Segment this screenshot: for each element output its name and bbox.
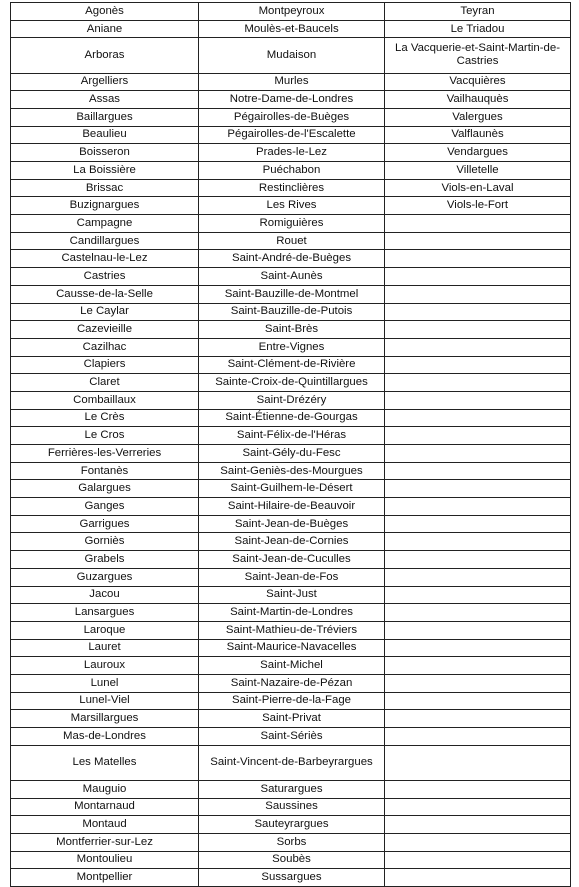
table-cell: Boisseron (11, 144, 199, 162)
table-cell: Saussines (199, 798, 385, 816)
table-cell: Saint-Michel (199, 657, 385, 675)
table-cell (385, 498, 571, 516)
table-row (11, 674, 571, 692)
table-cell (385, 551, 571, 569)
table-cell: Le Caylar (11, 303, 199, 321)
table-cell: Restinclières (199, 179, 385, 197)
table-cell (385, 321, 571, 339)
table-row (11, 356, 571, 374)
table-cell: Murles (199, 73, 385, 91)
table-row (11, 144, 571, 162)
table-row (11, 215, 571, 233)
table-cell: Saint-Brès (199, 321, 385, 339)
table-cell: Lansargues (11, 604, 199, 622)
table-cell: Valergues (385, 108, 571, 126)
table-cell: Saint-Maurice-Navacelles (199, 639, 385, 657)
table-cell (385, 657, 571, 675)
table-cell: Assas (11, 91, 199, 109)
table-cell: Montpeyroux (199, 3, 385, 21)
table-cell (385, 462, 571, 480)
table-cell: Pégairolles-de-l'Escalette (199, 126, 385, 144)
table-cell: Lunel-Viel (11, 692, 199, 710)
communes-table-body (11, 3, 571, 887)
table-row (11, 692, 571, 710)
table-cell: Saint-Mathieu-de-Tréviers (199, 621, 385, 639)
table-cell: Vailhauquès (385, 91, 571, 109)
table-cell: Sauteyrargues (199, 816, 385, 834)
table-cell: Saint-Geniès-des-Mourgues (199, 462, 385, 480)
table-cell (385, 374, 571, 392)
table-cell: Saint-Étienne-de-Gourgas (199, 409, 385, 427)
table-row (11, 869, 571, 887)
table-cell: Sorbs (199, 833, 385, 851)
table-cell (385, 833, 571, 851)
table-cell (385, 869, 571, 887)
table-cell: La Vacquerie-et-Saint-Martin-de-Castries (385, 38, 571, 73)
table-row (11, 409, 571, 427)
table-cell: Montoulieu (11, 851, 199, 869)
table-cell: Soubès (199, 851, 385, 869)
table-cell: Buzignargues (11, 197, 199, 215)
table-row (11, 321, 571, 339)
table-cell: Arboras (11, 38, 199, 73)
table-cell: Clapiers (11, 356, 199, 374)
table-cell: Guzargues (11, 568, 199, 586)
table-row (11, 604, 571, 622)
table-cell: Fontanès (11, 462, 199, 480)
table-cell (385, 586, 571, 604)
table-cell: Mas-de-Londres (11, 728, 199, 746)
table-cell: Notre-Dame-de-Londres (199, 91, 385, 109)
table-cell: Saint-Drézéry (199, 391, 385, 409)
table-row (11, 816, 571, 834)
table-cell: Le Triadou (385, 20, 571, 38)
table-row (11, 179, 571, 197)
table-cell: Pégairolles-de-Buèges (199, 108, 385, 126)
table-cell: Lunel (11, 674, 199, 692)
table-cell: Lauroux (11, 657, 199, 675)
table-cell (385, 285, 571, 303)
table-cell: Ganges (11, 498, 199, 516)
table-row (11, 710, 571, 728)
table-cell (385, 621, 571, 639)
table-cell (385, 356, 571, 374)
table-row (11, 498, 571, 516)
table-cell (385, 745, 571, 780)
table-row (11, 303, 571, 321)
table-cell: Grabels (11, 551, 199, 569)
table-row (11, 639, 571, 657)
table-cell: Cazilhac (11, 338, 199, 356)
table-cell (385, 480, 571, 498)
table-cell: Saint-Bauzille-de-Putois (199, 303, 385, 321)
table-row (11, 268, 571, 286)
table-row (11, 250, 571, 268)
table-cell: Viols-en-Laval (385, 179, 571, 197)
table-row (11, 445, 571, 463)
table-cell (385, 674, 571, 692)
table-cell: Lauret (11, 639, 199, 657)
table-cell: La Boissière (11, 162, 199, 180)
table-row (11, 374, 571, 392)
table-cell: Saint-Guilhem-le-Désert (199, 480, 385, 498)
table-cell (385, 409, 571, 427)
table-row (11, 197, 571, 215)
table-cell: Jacou (11, 586, 199, 604)
table-cell: Rouet (199, 232, 385, 250)
table-row (11, 798, 571, 816)
table-cell: Causse-de-la-Selle (11, 285, 199, 303)
table-cell: Mauguio (11, 780, 199, 798)
table-row (11, 126, 571, 144)
table-cell: Sainte-Croix-de-Quintillargues (199, 374, 385, 392)
table-cell: Montpellier (11, 869, 199, 887)
table-cell: Saint-Bauzille-de-Montmel (199, 285, 385, 303)
table-cell (385, 427, 571, 445)
table-cell: Saint-Jean-de-Cuculles (199, 551, 385, 569)
table-cell: Candillargues (11, 232, 199, 250)
table-cell: Puéchabon (199, 162, 385, 180)
table-cell: Baillargues (11, 108, 199, 126)
table-cell: Castries (11, 268, 199, 286)
table-cell (385, 851, 571, 869)
table-cell (385, 568, 571, 586)
table-cell (385, 728, 571, 746)
table-row (11, 480, 571, 498)
table-cell (385, 391, 571, 409)
table-cell (385, 303, 571, 321)
table-cell: Prades-le-Lez (199, 144, 385, 162)
table-cell: Saint-Pierre-de-la-Fage (199, 692, 385, 710)
table-cell: Beaulieu (11, 126, 199, 144)
table-row (11, 20, 571, 38)
communes-table (10, 2, 571, 887)
table-cell: Galargues (11, 480, 199, 498)
table-cell: Claret (11, 374, 199, 392)
table-cell: Agonès (11, 3, 199, 21)
table-row (11, 232, 571, 250)
table-cell: Saint-Vincent-de-Barbeyrargues (199, 745, 385, 780)
table-cell: Le Crès (11, 409, 199, 427)
table-row (11, 108, 571, 126)
table-cell: Teyran (385, 3, 571, 21)
table-cell (385, 215, 571, 233)
table-cell (385, 515, 571, 533)
table-cell: Les Matelles (11, 745, 199, 780)
table-cell (385, 604, 571, 622)
table-row (11, 551, 571, 569)
table-cell (385, 780, 571, 798)
table-cell: Viols-le-Fort (385, 197, 571, 215)
table-cell (385, 445, 571, 463)
table-cell (385, 232, 571, 250)
table-cell: Romiguières (199, 215, 385, 233)
table-cell: Montaud (11, 816, 199, 834)
table-row (11, 621, 571, 639)
table-row (11, 162, 571, 180)
table-cell: Entre-Vignes (199, 338, 385, 356)
table-cell: Combaillaux (11, 391, 199, 409)
table-cell (385, 692, 571, 710)
table-cell: Campagne (11, 215, 199, 233)
table-row (11, 728, 571, 746)
table-cell: Vendargues (385, 144, 571, 162)
table-cell: Saint-Jean-de-Cornies (199, 533, 385, 551)
table-cell (385, 268, 571, 286)
table-cell (385, 798, 571, 816)
table-cell: Montferrier-sur-Lez (11, 833, 199, 851)
table-row (11, 833, 571, 851)
table-cell: Laroque (11, 621, 199, 639)
table-row (11, 73, 571, 91)
table-row (11, 745, 571, 780)
table-cell: Valflaunès (385, 126, 571, 144)
table-cell: Saturargues (199, 780, 385, 798)
table-cell: Castelnau-le-Lez (11, 250, 199, 268)
table-cell: Brissac (11, 179, 199, 197)
table-cell: Sussargues (199, 869, 385, 887)
table-row (11, 3, 571, 21)
table-cell: Mudaison (199, 38, 385, 73)
table-row (11, 38, 571, 73)
table-cell (385, 250, 571, 268)
table-row (11, 515, 571, 533)
communes-document (10, 2, 570, 887)
table-cell: Saint-Jean-de-Fos (199, 568, 385, 586)
table-row (11, 568, 571, 586)
table-cell (385, 710, 571, 728)
table-cell: Argelliers (11, 73, 199, 91)
table-cell: Saint-Aunès (199, 268, 385, 286)
table-cell: Saint-Just (199, 586, 385, 604)
table-cell: Saint-Hilaire-de-Beauvoir (199, 498, 385, 516)
table-cell: Vacquières (385, 73, 571, 91)
table-cell (385, 816, 571, 834)
table-cell (385, 338, 571, 356)
table-cell: Moulès-et-Baucels (199, 20, 385, 38)
table-cell: Aniane (11, 20, 199, 38)
table-cell (385, 533, 571, 551)
table-cell: Saint-Félix-de-l'Héras (199, 427, 385, 445)
table-row (11, 462, 571, 480)
table-row (11, 391, 571, 409)
table-cell: Saint-Martin-de-Londres (199, 604, 385, 622)
table-row (11, 533, 571, 551)
table-cell: Saint-Sériès (199, 728, 385, 746)
table-row (11, 657, 571, 675)
table-row (11, 91, 571, 109)
table-cell: Garrigues (11, 515, 199, 533)
table-row (11, 338, 571, 356)
table-cell: Ferrières-les-Verreries (11, 445, 199, 463)
table-cell: Cazevieille (11, 321, 199, 339)
table-cell: Les Rives (199, 197, 385, 215)
table-cell: Saint-Privat (199, 710, 385, 728)
table-cell: Le Cros (11, 427, 199, 445)
table-row (11, 851, 571, 869)
table-cell: Saint-Gély-du-Fesc (199, 445, 385, 463)
table-cell: Saint-André-de-Buèges (199, 250, 385, 268)
table-cell: Marsillargues (11, 710, 199, 728)
table-row (11, 780, 571, 798)
table-cell: Saint-Jean-de-Buèges (199, 515, 385, 533)
table-cell (385, 639, 571, 657)
table-cell: Saint-Clément-de-Rivière (199, 356, 385, 374)
table-row (11, 586, 571, 604)
table-row (11, 285, 571, 303)
table-cell: Montarnaud (11, 798, 199, 816)
table-cell: Villetelle (385, 162, 571, 180)
table-cell: Gorniès (11, 533, 199, 551)
table-cell: Saint-Nazaire-de-Pézan (199, 674, 385, 692)
table-row (11, 427, 571, 445)
